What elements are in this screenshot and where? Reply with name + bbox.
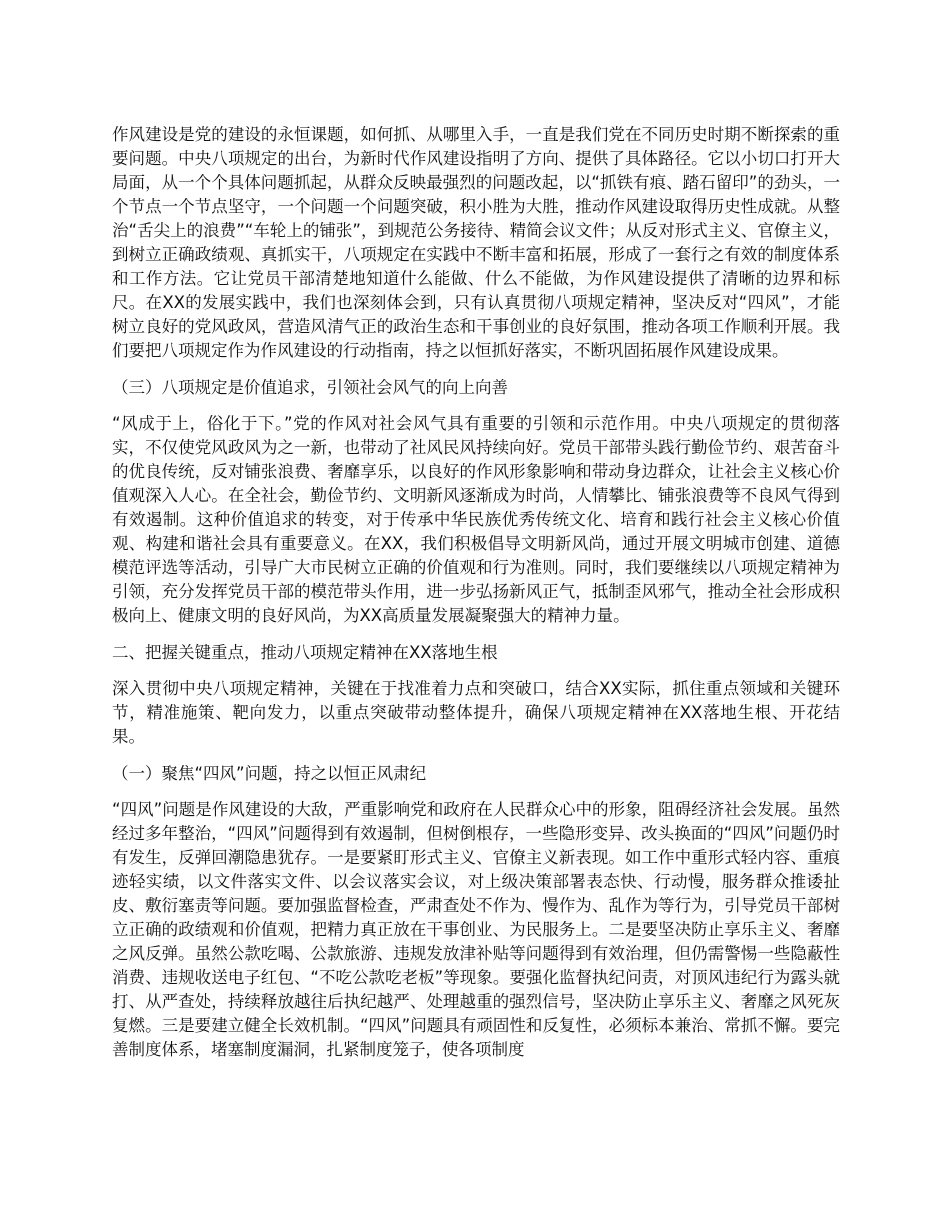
section-heading-key-points: 二、把握关键重点，推动八项规定精神在XX落地生根 xyxy=(112,643,498,662)
section-heading-four-winds: （一）聚焦“四风”问题，持之以恒正风肃纪 xyxy=(112,764,427,783)
section-heading-values: （三）八项规定是价值追求，引领社会风气的向上向善 xyxy=(112,378,508,397)
body-paragraph-key-points: 深入贯彻中央八项规定精神，关键在于找准着力点和突破口，结合XX实际，抓住重点领域和关键环节，精准施策、靶向发力，以重点突破带动整体提升，确保八项规定精神在XX落地生根、开花结果。 xyxy=(112,679,840,746)
body-paragraph-values: “风成于上，俗化于下。”党的作风对社会风气具有重要的引领和示范作用。中央八项规定的贯彻落实，不仅使党风政风为之一新，也带动了社风民风持续向好。党员干部带头践行勤俭节约、艰苦奋斗的优良传统，反对铺张浪费、奢靡享乐，以良好的作风形象影响和带动身边群众，让社会主义核心价值观深入人心。在全社会，勤俭节约、文明新风逐渐成为时尚，人情攀比、铺张浪费等不良风气得到有效遏制。这种价值追求的转变，对于传承中华民族优秀传统文化、培育和践行社会主义核心价值观、构建和谐社会具有重要意义。在XX，我们积极倡导文明新风尚，通过开展文明城市创建、道德模范评选等活动，引导广大市民树立正确的价值观和行为准则。同时，我们要继续以八项规定精神为引领，充分发挥党员干部的模范带头作用，进一步弘扬新风正气，抵制歪风邪气，推动全社会形成积极向上、健康文明的良好风尚，为XX高质量发展凝聚强大的精神力量。 xyxy=(112,414,840,625)
body-paragraph-four-winds: “四风”问题是作风建设的大敌，严重影响党和政府在人民群众心中的形象，阻碍经济社会发展。虽然经过多年整治，“四风”问题得到有效遏制，但树倒根存，一些隐形变异、改头换面的“四风”问题仍时有发生，反弹回潮隐患犹存。一是要紧盯形式主义、官僚主义新表现。如工作中重形式轻内容、重痕迹轻实绩，以文件落实文件、以会议落实会议，对上级决策部署表态快、行动慢，服务群众推诿扯皮、敷衍塞责等问题。要加强监督检查，严肃查处不作为、慢作为、乱作为等行为，引导党员干部树立正确的政绩观和价值观，把精力真正放在干事创业、为民服务上。二是要坚决防止享乐主义、奢靡之风反弹。虽然公款吃喝、公款旅游、违规发放津补贴等问题得到有效治理，但仍需警惕一些隐蔽性消费、违规收送电子红包、“不吃公款吃老板”等现象。要强化监督执纪问责，对顶风违纪行为露头就打、从严查处，持续释放越往后执纪越严、处理越重的强烈信号，坚决防止享乐主义、奢靡之风死灰复燃。三是要建立健全长效机制。“四风”问题具有顽固性和反复性，必须标本兼治、常抓不懈。要完善制度体系，堵塞制度漏洞，扎紧制度笼子，使各项制度 xyxy=(112,800,840,1059)
document-page xyxy=(112,123,840,1075)
body-paragraph-intro: 作风建设是党的建设的永恒课题，如何抓、从哪里入手，一直是我们党在不同历史时期不断探索的重要问题。中央八项规定的出台，为新时代作风建设指明了方向、提供了具体路径。它以小切口打开大局面，从一个个具体问题抓起，从群众反映最强烈的问题改起，以“抓铁有痕、踏石留印”的劲头，一个节点一个节点坚守，一个问题一个问题突破，积小胜为大胜，推动作风建设取得历史性成就。从整治“舌尖上的浪费”“车轮上的铺张”，到规范公务接待、精简会议文件；从反对形式主义、官僚主义，到树立正确政绩观、真抓实干，八项规定在实践中不断丰富和拓展，形成了一套行之有效的制度体系和工作方法。它让党员干部清楚地知道什么能做、什么不能做，为作风建设提供了清晰的边界和标尺。在XX的发展实践中，我们也深刻体会到，只有认真贯彻八项规定精神，坚决反对“四风”，才能树立良好的党风政风，营造风清气正的政治生态和干事创业的良好氛围，推动各项工作顺利开展。我们要把八项规定作为作风建设的行动指南，持之以恒抓好落实，不断巩固拓展作风建设成果。 xyxy=(112,125,840,360)
